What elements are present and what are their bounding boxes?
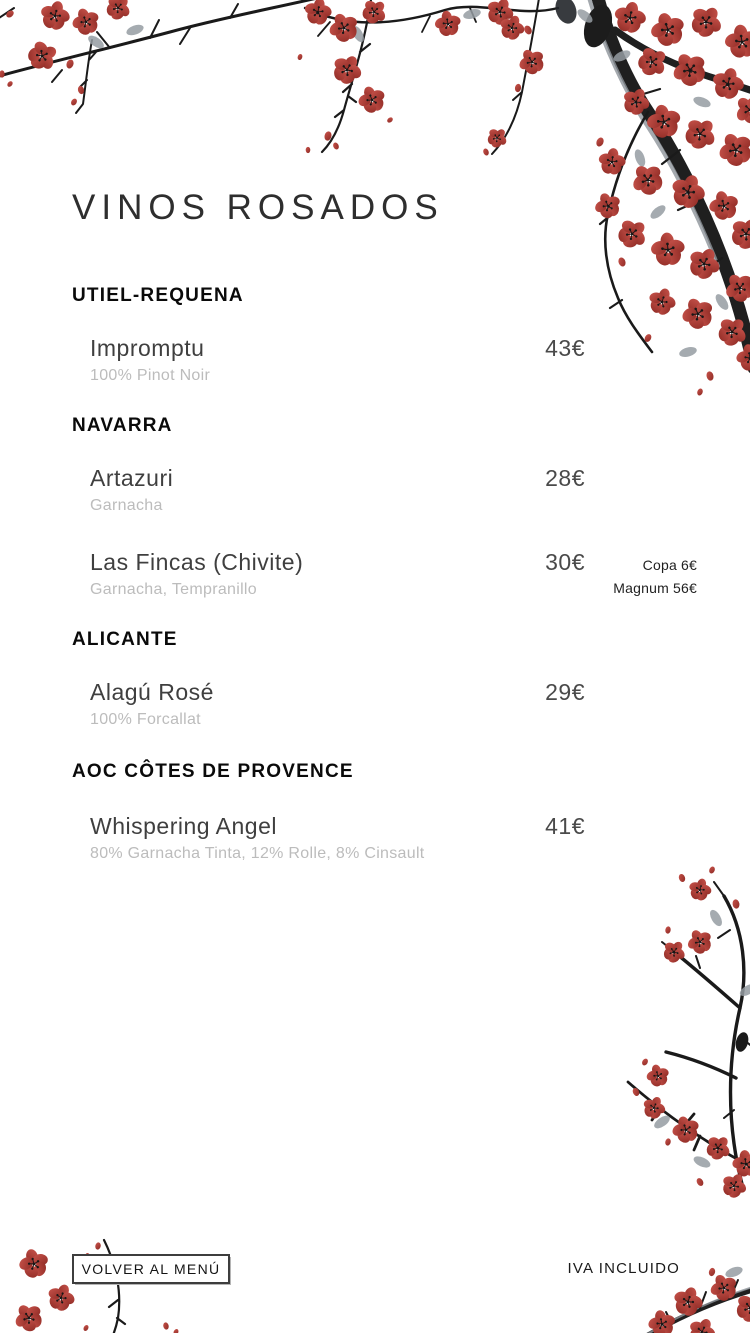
wine-description: Garnacha, Tempranillo	[90, 581, 257, 598]
wine-price: 29€	[545, 679, 585, 705]
wine-price: 41€	[545, 813, 585, 839]
wine-item	[72, 678, 585, 730]
wine-info	[90, 334, 210, 386]
wine-name: Whispering Angel	[90, 813, 277, 839]
branch-right-middle	[641, 866, 750, 1184]
branch-lower-right-sprig	[628, 1082, 750, 1204]
menu-section-cotes-de-provence	[72, 760, 698, 864]
wine-name: Impromptu	[90, 335, 205, 361]
section-header: ALICANTE	[72, 629, 178, 650]
wine-info	[90, 464, 173, 516]
wine-item	[72, 464, 585, 516]
wine-info	[90, 548, 303, 600]
page-title: VINOS ROSADOS	[72, 188, 444, 227]
section-header: AOC CÔTES DE PROVENCE	[72, 761, 354, 782]
tax-included-note: IVA INCLUIDO	[567, 1260, 680, 1277]
wine-info	[90, 812, 425, 864]
wine-extra-prices	[609, 554, 697, 600]
extra-price-magnum: Magnum 56€	[613, 580, 697, 596]
menu-content	[72, 0, 698, 864]
wine-name: Artazuri	[90, 465, 174, 491]
menu-section-utiel-requena	[72, 284, 698, 386]
wine-price: 28€	[545, 465, 585, 491]
section-header: NAVARRA	[72, 415, 173, 436]
wine-description: Garnacha	[90, 497, 163, 514]
section-header: UTIEL-REQUENA	[72, 285, 244, 306]
back-to-menu-button[interactable]: VOLVER AL MENÚ	[72, 1254, 230, 1284]
wine-name: Las Fincas (Chivite)	[90, 549, 304, 575]
wine-item	[72, 548, 697, 600]
wine-name: Alagú Rosé	[90, 679, 214, 705]
wine-price: 43€	[545, 335, 585, 361]
wine-item	[72, 334, 585, 386]
wine-price: 30€	[545, 549, 585, 575]
wine-description: 100% Forcallat	[90, 711, 201, 728]
wine-info	[90, 678, 214, 730]
wine-description: 80% Garnacha Tinta, 12% Rolle, 8% Cinsault	[90, 845, 425, 862]
extra-price-glass: Copa 6€	[642, 557, 697, 573]
wine-item	[72, 812, 585, 864]
wine-description: 100% Pinot Noir	[90, 367, 211, 384]
menu-section-alicante	[72, 628, 698, 730]
menu-section-navarra	[72, 414, 698, 600]
